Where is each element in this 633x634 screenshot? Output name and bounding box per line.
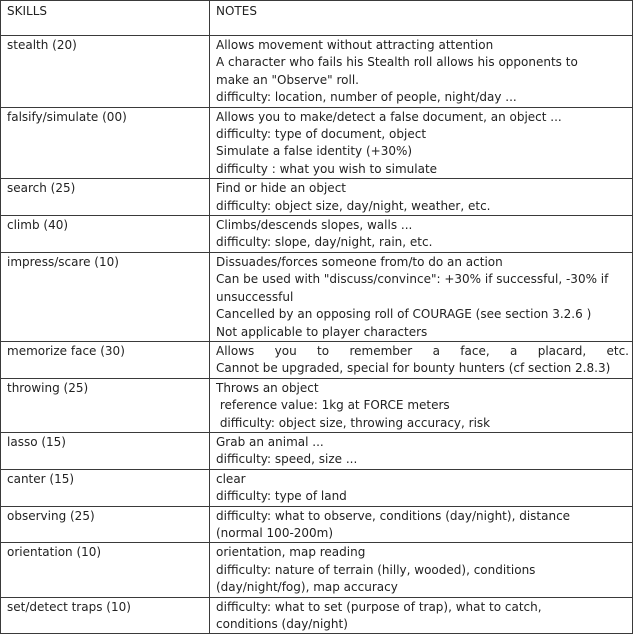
notes-column-header: NOTES bbox=[210, 1, 633, 36]
skill-notes-cell bbox=[210, 378, 633, 432]
skill-notes-cell bbox=[210, 506, 633, 543]
skill-notes-cell bbox=[210, 597, 633, 634]
note-line: difficulty: location, number of people, night/day ... bbox=[216, 90, 517, 105]
note-line: difficulty: speed, size ... bbox=[216, 452, 358, 467]
skill-notes-cell bbox=[210, 341, 633, 378]
note-line: (normal 100-200m) bbox=[216, 525, 334, 540]
skill-name-cell: falsify/simulate (00) bbox=[1, 107, 210, 179]
skill-notes-cell bbox=[210, 216, 633, 253]
skill-name-cell: throwing (25) bbox=[1, 378, 210, 432]
note-line: difficulty: object size, day/night, weather, etc. bbox=[216, 198, 491, 213]
note-line: difficulty: slope, day/night, rain, etc. bbox=[216, 235, 433, 250]
note-line: orientation, map reading bbox=[216, 545, 366, 560]
table-row bbox=[1, 597, 633, 634]
note-line: Cannot be upgraded, special for bounty hunters (cf section 2.8.3) bbox=[216, 361, 611, 376]
table-row bbox=[1, 432, 633, 469]
table-row bbox=[1, 36, 633, 108]
note-line: Cancelled by an opposing roll of COURAGE (see section 3.2.6 ) bbox=[216, 307, 592, 322]
note-line: Can be used with "discuss/convince": +30% if successful, -30% if bbox=[216, 272, 609, 287]
note-line: difficulty: what to set (purpose of trap), what to catch, bbox=[216, 599, 542, 614]
note-line: Find or hide an object bbox=[216, 181, 346, 196]
note-line: unsuccessful bbox=[216, 289, 294, 304]
note-line: Dissuades/forces someone from/to do an action bbox=[216, 254, 503, 269]
note-line: A character who fails his Stealth roll allows his opponents to bbox=[216, 55, 578, 70]
skill-name-cell: set/detect traps (10) bbox=[1, 597, 210, 634]
note-line: Climbs/descends slopes, walls ... bbox=[216, 218, 413, 233]
note-line: Throws an object bbox=[216, 380, 319, 395]
skill-name-cell: impress/scare (10) bbox=[1, 252, 210, 341]
skill-notes-cell bbox=[210, 107, 633, 179]
note-line: Allows you to make/detect a false document, an object ... bbox=[216, 109, 562, 124]
note-line: Allows movement without attracting attention bbox=[216, 38, 494, 52]
note-line: Simulate a false identity (+30%) bbox=[216, 144, 413, 159]
skill-notes-cell bbox=[210, 252, 633, 341]
note-line: Grab an animal ... bbox=[216, 434, 324, 449]
skills-column-header: SKILLS bbox=[1, 1, 210, 36]
skill-name-cell: stealth (20) bbox=[1, 36, 210, 108]
table-row bbox=[1, 107, 633, 179]
table-row bbox=[1, 341, 633, 378]
table-row bbox=[1, 378, 633, 432]
skill-name-cell: lasso (15) bbox=[1, 432, 210, 469]
note-line: difficulty: what to observe, conditions (day/night), distance bbox=[216, 508, 571, 523]
skill-notes-cell bbox=[210, 469, 633, 506]
table-row bbox=[1, 469, 633, 506]
note-line: difficulty: nature of terrain (hilly, wooded), conditions bbox=[216, 562, 536, 577]
skill-name-cell: observing (25) bbox=[1, 506, 210, 543]
header-row bbox=[1, 1, 633, 36]
note-line: difficulty: type of land bbox=[216, 489, 347, 504]
note-line: difficulty : what you wish to simulate bbox=[216, 161, 438, 176]
table-row bbox=[1, 252, 633, 341]
skill-name-cell: canter (15) bbox=[1, 469, 210, 506]
note-line: difficulty: object size, throwing accuracy, risk bbox=[216, 415, 491, 430]
skill-notes-cell bbox=[210, 179, 633, 216]
skill-notes-cell bbox=[210, 432, 633, 469]
table-row bbox=[1, 543, 633, 597]
skill-name-cell: climb (40) bbox=[1, 216, 210, 253]
skill-notes-cell bbox=[210, 543, 633, 597]
note-line: clear bbox=[216, 471, 246, 486]
table-row bbox=[1, 506, 633, 543]
table-row bbox=[1, 179, 633, 216]
note-line: Not applicable to player characters bbox=[216, 324, 428, 339]
note-line: difficulty: type of document, object bbox=[216, 127, 427, 142]
note-line: (day/night/fog), map accuracy bbox=[216, 580, 398, 595]
note-line: reference value: 1kg at FORCE meters bbox=[216, 398, 450, 413]
table-row bbox=[1, 216, 633, 253]
skill-name-cell: orientation (10) bbox=[1, 543, 210, 597]
skill-name-cell: search (25) bbox=[1, 179, 210, 216]
skill-name-cell: memorize face (30) bbox=[1, 341, 210, 378]
skill-notes-cell bbox=[210, 36, 633, 108]
note-line: conditions (day/night) bbox=[216, 617, 348, 631]
note-line: make an "Observe" roll. bbox=[216, 72, 359, 87]
note-line: Allows you to remember a face, a placard, etc. bbox=[216, 343, 629, 358]
